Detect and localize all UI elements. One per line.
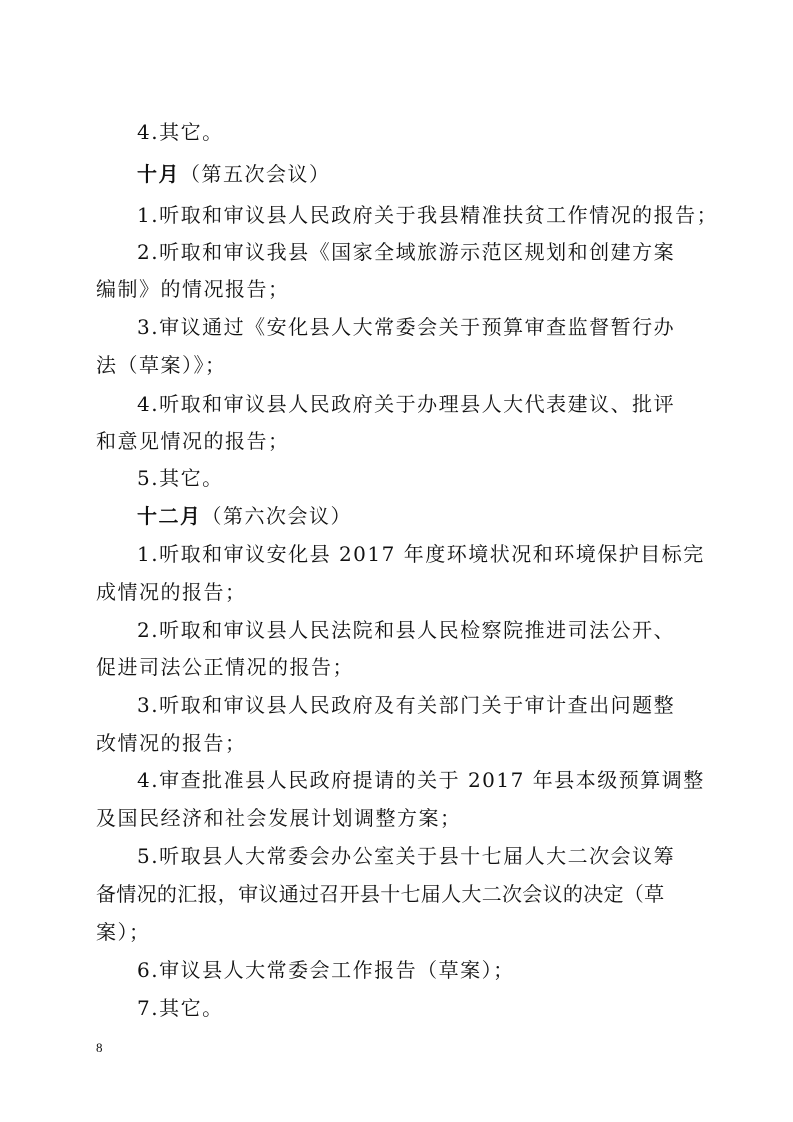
item-line: 2.听取和审议县人民法院和县人民检察院推进司法公开、 [137,618,676,642]
heading-month: 十二月 [137,504,202,528]
item-line-continuation: 法（草案）》； [96,353,227,377]
item-line: 1.听取和审议安化县 2017 年度环境状况和环境保护目标完 [137,542,705,566]
item-line-continuation: 编制》的情况报告； [96,277,290,301]
item-line-continuation: 案）； [96,920,151,944]
section-heading-october [137,160,331,188]
item-line-continuation: 备情况的汇报，审议通过召开县十七届人大二次会议的决定（草 [96,882,665,906]
item-line-continuation: 和意见情况的报告； [96,429,290,453]
item-line: 3.听取和审议县人民政府及有关部门关于审计查出问题整 [137,693,676,717]
item-line: 1.听取和审议县人民政府关于我县精准扶贫工作情况的报告； [137,203,719,227]
heading-month: 十月 [137,162,180,186]
item-line-continuation: 成情况的报告； [96,580,247,604]
item-line: 3.审议通过《安化县人大常委会关于预算审查监督暂行办 [137,315,676,339]
item-line: 6.审议县人大常委会工作报告（草案）； [137,958,515,982]
item-line: 4.听取和审议县人民政府关于办理县人大代表建议、批评 [137,392,676,416]
item-line: 5.听取县人大常委会办公室关于县十七届人大二次会议筹 [137,844,676,868]
section-heading-december [137,502,352,530]
item-line: 2.听取和审议我县《国家全域旅游示范区规划和创建方案 [137,240,676,264]
heading-meeting: （第六次会议） [201,504,352,528]
item-line: 4.审查批准县人民政府提请的关于 2017 年县本级预算调整 [137,768,705,792]
item-line: 5.其它。 [137,466,224,490]
item-line-continuation: 改情况的报告； [96,731,247,755]
item-line: 4.其它。 [137,120,224,144]
item-line-continuation: 促进司法公正情况的报告； [96,655,354,679]
item-line: 7.其它。 [137,996,224,1020]
page-number: 8 [96,1040,103,1055]
heading-meeting: （第五次会议） [180,162,331,186]
item-line-continuation: 及国民经济和社会发展计划调整方案； [96,806,462,830]
